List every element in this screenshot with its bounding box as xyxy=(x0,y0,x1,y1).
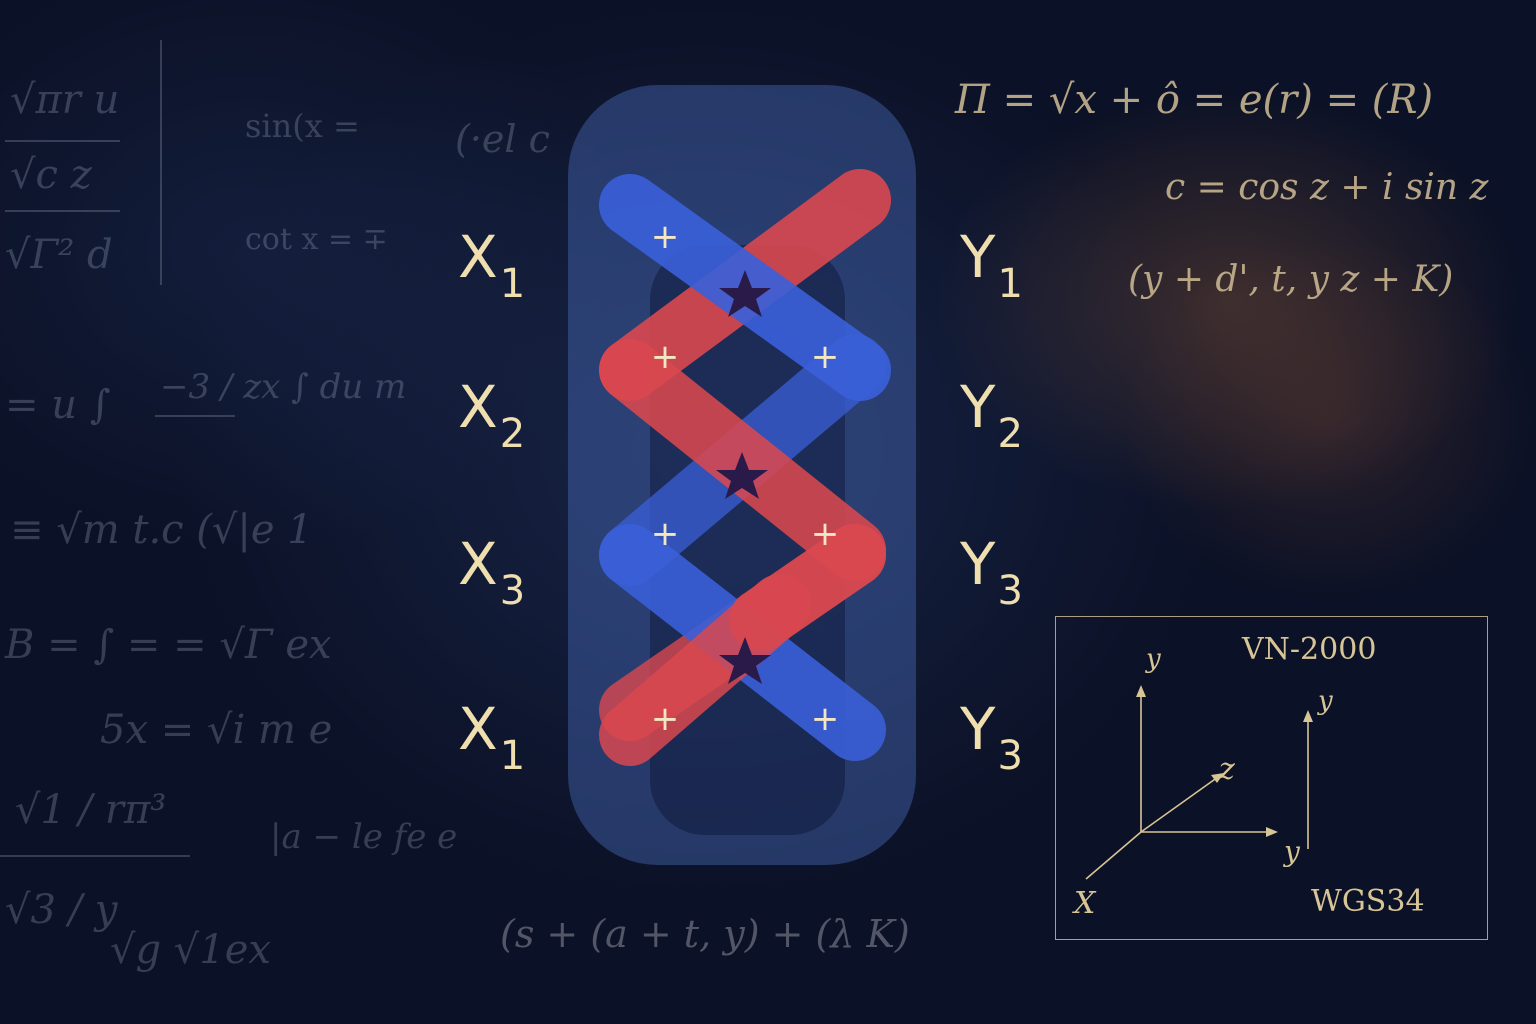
label-y3-bottom: $Y_3$ xyxy=(960,695,1023,779)
bg-equation: cot x = ∓ xyxy=(245,222,388,257)
label-x3: $X_3$ xyxy=(458,530,526,614)
plus-mark: + xyxy=(650,514,680,554)
arrow-icon xyxy=(1303,710,1313,722)
axis-label-y: y xyxy=(1146,644,1161,674)
bg-equation: 5x = √i m e xyxy=(100,707,333,753)
plus-mark: + xyxy=(650,337,680,377)
axis-z xyxy=(1141,777,1218,832)
plus-mark: + xyxy=(810,699,840,739)
equation-bottom: (s + (a + t, y) + (λ K) xyxy=(500,912,910,956)
label-x1: $X_1$ xyxy=(458,223,526,307)
label-y3: $Y_3$ xyxy=(960,530,1023,614)
plus-mark: + xyxy=(810,337,840,377)
bg-equation: √Γ² d xyxy=(5,232,113,278)
axis-label-z: z xyxy=(1219,752,1235,787)
bg-equation: √3 / y xyxy=(5,887,118,933)
inset-footer: WGS34 xyxy=(1311,884,1425,919)
axis-x xyxy=(1086,832,1141,879)
equation-euler: c = cos z + i sin z xyxy=(1165,167,1489,208)
plus-mark: + xyxy=(650,217,680,257)
bg-equation: B = ∫ = = √Γ ex xyxy=(5,622,332,668)
label-x2: $X_2$ xyxy=(458,373,526,457)
arrow-icon xyxy=(1136,685,1146,697)
axis-label-x: X xyxy=(1074,886,1096,921)
bg-equation: |a − le fe e xyxy=(270,817,458,857)
plus-mark: + xyxy=(810,514,840,554)
bg-equation: √1 / rπ³ xyxy=(15,787,167,833)
equation-top-right: Π = √x + ô = e(r) = (R) xyxy=(955,77,1434,123)
bg-equation: (·el c xyxy=(455,117,550,161)
inset-title: VN-2000 xyxy=(1242,632,1377,667)
axes-diagram xyxy=(1056,617,1489,941)
plus-mark: + xyxy=(650,699,680,739)
bg-equation: = u ∫ xyxy=(5,382,111,428)
bg-equation: −3 / zx ∫ du m xyxy=(160,367,407,407)
arrow-icon xyxy=(1266,827,1278,837)
label-y2: $Y_2$ xyxy=(960,373,1023,457)
bg-equation: √c z xyxy=(10,152,92,198)
coordinate-inset xyxy=(1055,616,1488,940)
bg-equation: ≡ √m t.c (√|e 1 xyxy=(10,507,313,553)
bg-equation: √g √1ex xyxy=(110,927,271,973)
label-x1-bottom: $X_1$ xyxy=(458,695,526,779)
bg-equation: √πr u xyxy=(10,77,120,123)
bg-equation: sin(x = xyxy=(245,107,360,145)
axis-label-right-y: y xyxy=(1318,686,1333,716)
equation-tuple: (y + d', t, y z + K) xyxy=(1128,259,1454,300)
label-y1: $Y_1$ xyxy=(960,223,1023,307)
axis-label-y2: y xyxy=(1284,835,1300,868)
